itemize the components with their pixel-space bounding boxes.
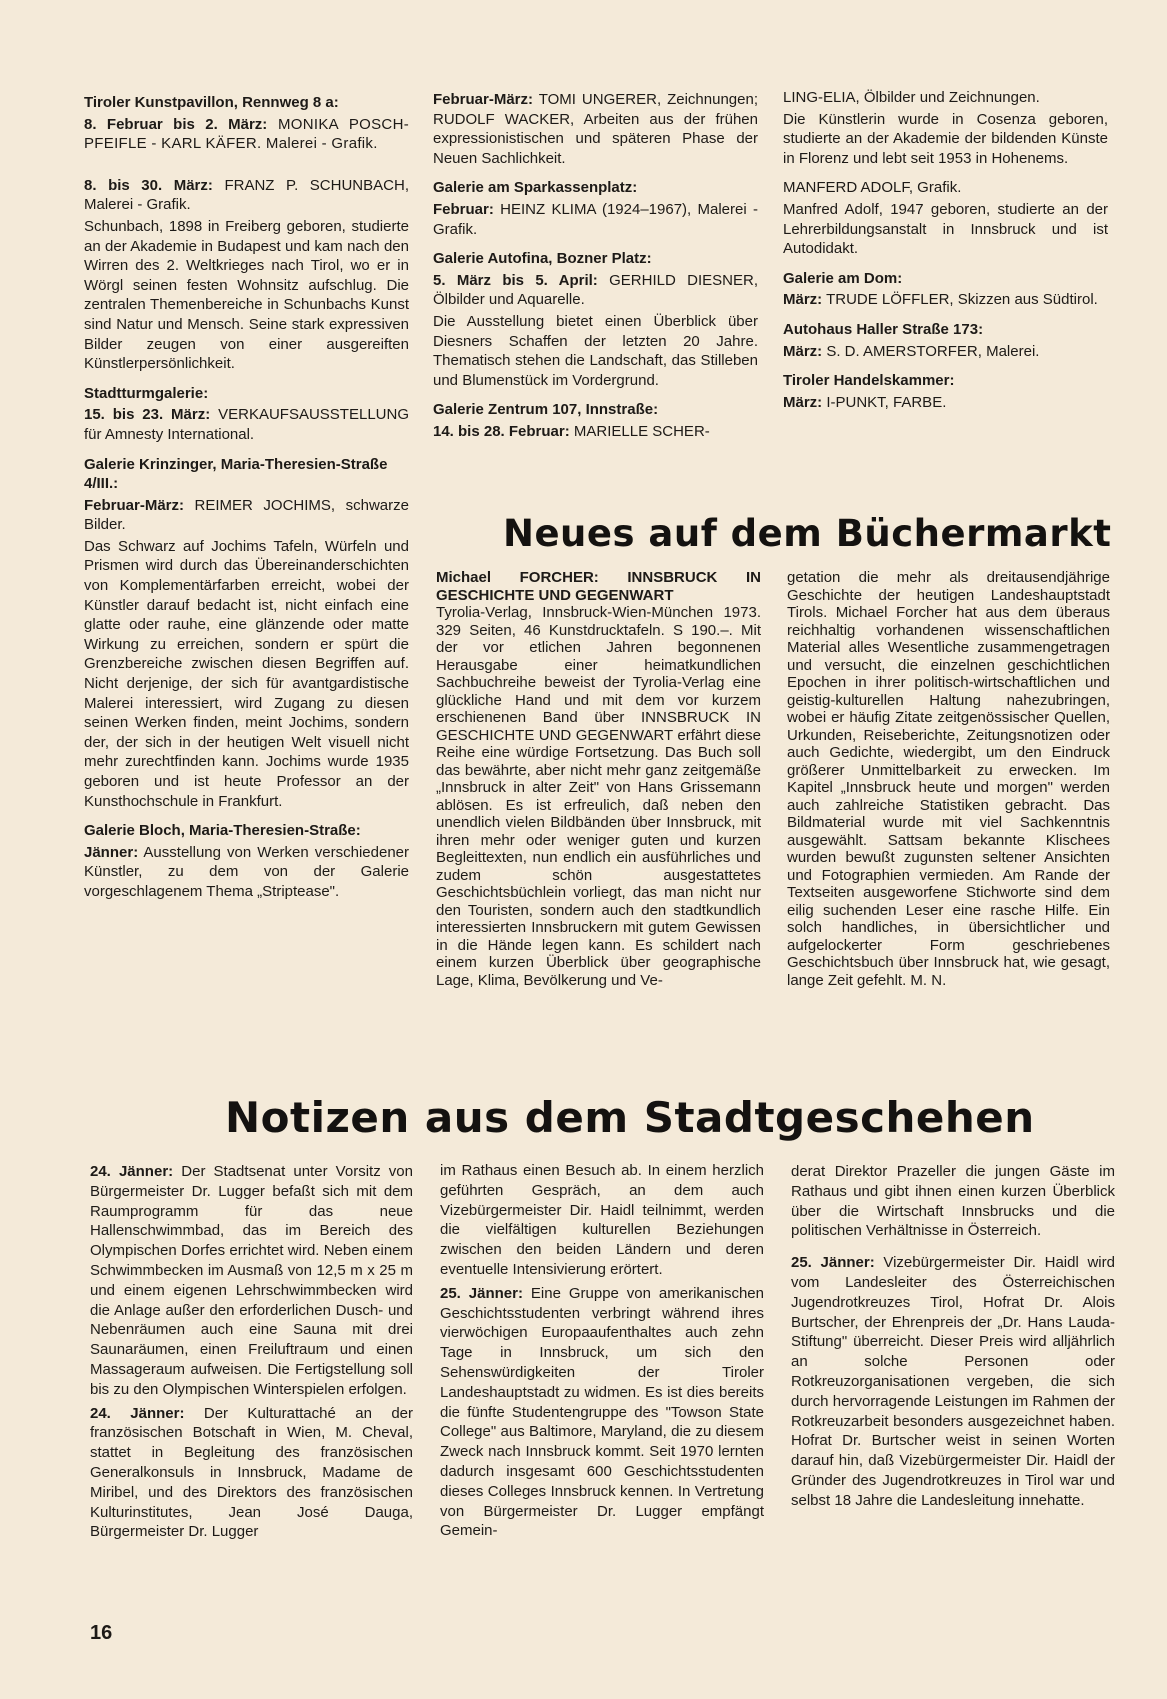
venue-heading: Galerie Zentrum 107, Innstraße: (433, 401, 659, 419)
exhibition-entry: März: TRUDE LÖFFLER, Skizzen aus Südtirol. (783, 291, 1098, 309)
venue-heading: Tiroler Handelskammer: (783, 372, 955, 390)
venue-galerie-krinzinger (84, 455, 409, 812)
venue-heading: Galerie am Sparkassenplatz: (433, 179, 638, 197)
venue-kunstpavillon (84, 93, 409, 374)
section-headline-notes: Notizen aus dem Stadtgeschehen (225, 1093, 1035, 1142)
note-entry: derat Direktor Prazeller die jungen Gäste im Rathaus und gibt ihnen einen kurzen Überblick über die Wirtschaft Innsbrucks und die politischen Verhältnisse in Österreich. (791, 1163, 1115, 1240)
venue-heading: Stadtturmgalerie: (84, 384, 209, 402)
exhibition-entry: 14. bis 28. Februar: MARIELLE SCHER- (433, 422, 710, 440)
venue-heading: Autohaus Haller Straße 173: (783, 320, 984, 338)
exhibition-description: Die Ausstellung bietet einen Überblick über Diesners Schaffen der letzten 20 Jahre. Thematisch stehen die Landschaft, das Stilleben und Blumenstück im Vordergrund. (433, 312, 758, 389)
exhibition-description: Manfred Adolf, 1947 geboren, studierte an der Lehrerbildungsanstalt in Innsbruck und ist Autodidakt. (783, 200, 1108, 258)
exhibitions-column-3 (783, 88, 1108, 422)
exhibition-description: Die Künstlerin wurde in Cosenza geboren, studierte an der Akademie der bildenden Künste in Florenz und lebt seit 1953 in Hohenems. (783, 110, 1108, 167)
venue-heading: Galerie Bloch, Maria-Theresien-Straße: (84, 822, 361, 840)
note-entry: 25. Jänner: Vizebürgermeister Dir. Haidl wird vom Landesleiter des Österreichischen Jugendrotkreuzes Tirol, Hofrat Dr. Alois Burtscher, der Ehrenpreis der „Dr. Hans Lauda-Stiftung" überreicht. Dieser Preis wird alljährlich an solche Personen oder Rotkreuzorganisationen vergeben, die sich durch hervorragende Leistungen im Rahmen der Rotkreuzarbeit besonders ausgezeichnet haben. Hofrat Dr. Burtscher weist in seinen Worten darauf hin, daß Vizebürgermeister Dir. Haidl der Gründer des Jugendrotkreuzes in Tirol war und selbst 18 Jahre die Landesleitung innehatte. (791, 1254, 1115, 1509)
page-number: 16 (90, 1622, 113, 1644)
venue-heading: Galerie Autofina, Bozner Platz: (433, 250, 652, 268)
note-entry: 24. Jänner: Der Stadtsenat unter Vorsitz von Bürgermeister Dr. Lugger befaßt sich mit dem Raumprogramm für das neue Hallenschwimmbad, das im Bereich des Olympischen Dorfes errichtet wird. Neben einem Schwimmbecken im Ausmaß von 12,5 m x 25 m und einem eigenen Lehrschwimmbecken wird die Anlage außer den erforderlichen Dusch- und Nebenräumen auch eine Sauna mit drei Saunaräumen, einen Freiluftraum und einen Massageraum aufweisen. Die Fertigstellung soll bis zu den Olympischen Winterspielen erfolgen. (90, 1163, 413, 1398)
book-review-column-2 (787, 569, 1110, 989)
exhibition-entry: März: S. D. AMERSTORFER, Malerei. (783, 342, 1040, 360)
exhibition-entry: 8. bis 30. März: FRANZ P. SCHUNBACH, Malerei - Grafik. (84, 176, 409, 214)
exhibition-entry: Februar-März: TOMI UNGERER, Zeichnungen; RUDOLF WACKER, Arbeiten aus der frühen expressionistischen und späteren Phase der Neuen Sachlichkeit. (433, 91, 758, 167)
venue-stadtturmgalerie (84, 384, 409, 445)
exhibitions-column-1 (84, 93, 409, 912)
book-review-column-1 (436, 569, 761, 989)
exhibitions-column-2 (433, 90, 758, 452)
exhibition-entry: 5. März bis 5. April: GERHILD DIESNER, Ölbilder und Aquarelle. (433, 271, 758, 309)
exhibition-entry: MANFERD ADOLF, Grafik. (783, 179, 962, 197)
venue-heading: Galerie am Dom: (783, 269, 903, 287)
exhibition-description: Das Schwarz auf Jochims Tafeln, Würfeln und Prismen wird durch das Übereinanderschichten von Komplementärfarben erreicht, wobei der Künstler darauf bedacht ist, nicht einfach eine glatte oder rauhe, eine glänzende oder matte Wirkung zu erreichen, sondern er spürt die Grenzbereiche zwischen diesen Begriffen auf. Nicht derjenige, der sich für avantgardistische Malerei interessiert, wird Zugang zu diesen seinen Werken finden, meint Jochims, sondern der, der sich in der heutigen Welt visuell nicht mehr zurechtfinden kann. Jochims wurde 1935 geboren und ist heute Professor an der Kunsthochschule in Frankfurt. (84, 537, 409, 810)
note-entry: im Rathaus einen Besuch ab. In einem herzlich geführten Gespräch, an dem auch Vizebürgermeister Dir. Haidl teilnimmt, werden die vielfältigen kulturellen Beziehungen zwischen den beiden Ländern und deren eventuelle Intensivierung erörtert. (440, 1162, 764, 1278)
exhibition-entry: 15. bis 23. März: VERKAUFSAUSSTELLUNG für Amnesty International. (84, 406, 409, 443)
exhibition-entry: März: I-PUNKT, FARBE. (783, 393, 947, 411)
venue-heading: Tiroler Kunstpavillon, Rennweg 8 a: (84, 94, 339, 111)
book-review-text: Tyrolia-Verlag, Innsbruck-Wien-München 1973. 329 Seiten, 46 Kunstdrucktafeln. S 190.–. Mit der vor etlichen Jahren begonnenen Herausgabe einer heimatkundlichen Sachbuchreihe beweist der Tyrolia-Verlag eine glückliche Hand und mit dem vor kurzem erschienenen Band über INNSBRUCK IN GESCHICHTE UND GEGENWART erfährt diese Reihe eine würdige Fortsetzung. Das Buch soll das bewährte, aber nicht mehr ganz zeitgemäße „Innsbruck in alter Zeit" von Hans Grissemann ablösen. Es ist erfreulich, daß neben den unendlich vielen Bildbänden über Innsbruck, mit ihren mehr oder weniger guten und kurzen Begleittexten, nun endlich ein ausführliches und zudem schön ausgestattetes Geschichtsbüchlein vorliegt, das man nicht nur den Touristen, sondern auch den stadtkundlich interessierten Innsbruckern mit gutem Gewissen in die Hände legen kann. Es schildert nach einem kurzen Überblick über geographische Lage, Klima, Bevölkerung und Ve- (436, 604, 761, 989)
notes-column-1 (90, 1162, 413, 1546)
book-title: Michael FORCHER: INNSBRUCK IN GESCHICHTE UND GEGENWART (436, 569, 761, 604)
section-headline-books: Neues auf dem Büchermarkt (503, 512, 1112, 555)
exhibition-entry: Jänner: Ausstellung von Werken verschiedener Künstler, zu dem von der Galerie vorgeschlagenem Thema „Striptease". (84, 843, 409, 900)
note-entry: 24. Jänner: Der Kulturattaché an der französischen Botschaft in Wien, M. Cheval, stattet in Begleitung des französischen Generalkonsuls in Innsbruck, Madame de Miribel, und des Direktors des französischen Kulturinstitutes, Jean José Dauga, Bürgermeister Dr. Lugger (90, 1404, 413, 1541)
exhibition-entry: 8. Februar bis 2. März: MONIKA POSCH-PFEIFLE - KARL KÄFER. Malerei - Grafik. (84, 115, 409, 153)
venue-heading: Galerie Krinzinger, Maria-Theresien-Straße 4/III.: (84, 455, 388, 493)
notes-column-3 (791, 1162, 1115, 1515)
exhibition-entry: Februar-März: REIMER JOCHIMS, schwarze Bilder. (84, 496, 409, 534)
exhibition-description: Schunbach, 1898 in Freiberg geboren, studierte an der Akademie in Budapest und kam nach den Wirren des 2. Weltkrieges nach Tirol, wo er in Wörgl seinen festen Wohnsitz aufschlug. Die zentralen Themenbereiche in Schunbachs Kunst sind Natur und Mensch. Seine stark expressiven Bilder zeugen von einer ausgereiften Künstlerpersönlichkeit. (84, 217, 409, 373)
notes-column-2 (440, 1161, 764, 1545)
venue-galerie-bloch (84, 821, 409, 901)
book-review-text: getation die mehr als dreitausendjährige Geschichte der heutigen Landeshauptstadt Tirols. Michael Forcher hat aus dem überaus reichhaltig vorhandenen wissenschaftlichen Material alles Wesentliche zusammengetragen und versucht, die einzelnen geschichtlichen Epochen in ihrer politisch-wirtschaftlichen und geistig-kulturellen Haltung nahezubringen, wobei er häufig Zitate zeitgenössischer Quellen, Urkunden, Reiseberichte, Zeitungsnotizen oder auch Gedichte, wiedergibt, um den Eindruck größerer Unmittelbarkeit zu erwecken. Im Kapitel „Innsbruck heute und morgen" werden auch zahlreiche Statistiken gebracht. Das Bildmaterial wurde mit viel Sachkenntnis ausgewählt. Sattsam bekannte Klischees wurden bewußt zugunsten seltener Ansichten und Fotographien vermieden. Am Rande der Textseiten ausgeworfene Stichworte sind dem eilig suchenden Leser eine rasche Hilfe. Ein solch handliches, in übersichtlicher und aufgelockerter Form geschriebenes Geschichtsbuch über Innsbruck hat, wie gesagt, lange Zeit gefehlt. M. N. (787, 569, 1110, 989)
exhibition-entry: Februar: HEINZ KLIMA (1924–1967), Malerei - Grafik. (433, 200, 758, 238)
exhibition-entry: LING-ELIA, Ölbilder und Zeichnungen. (783, 89, 1040, 106)
note-entry: 25. Jänner: Eine Gruppe von amerikanischen Geschichtsstudenten verbringt während ihres vierwöchigen Europaaufenthaltes auch zehn Tage in Innsbruck, um sich den Sehenswürdigkeiten der Tiroler Landeshauptstadt zu widmen. Es ist dies bereits die fünfte Studentengruppe des "Towson State College" aus Baltimore, Maryland, die zu diesem Zweck nach Innsbruck kommt. Seit 1970 lernten dadurch insgesamt 600 Geschichtsstudenten dieses Colleges Innsbruck kennen. In Vertretung von Bürgermeister Dr. Lugger empfängt Gemein- (440, 1284, 764, 1540)
